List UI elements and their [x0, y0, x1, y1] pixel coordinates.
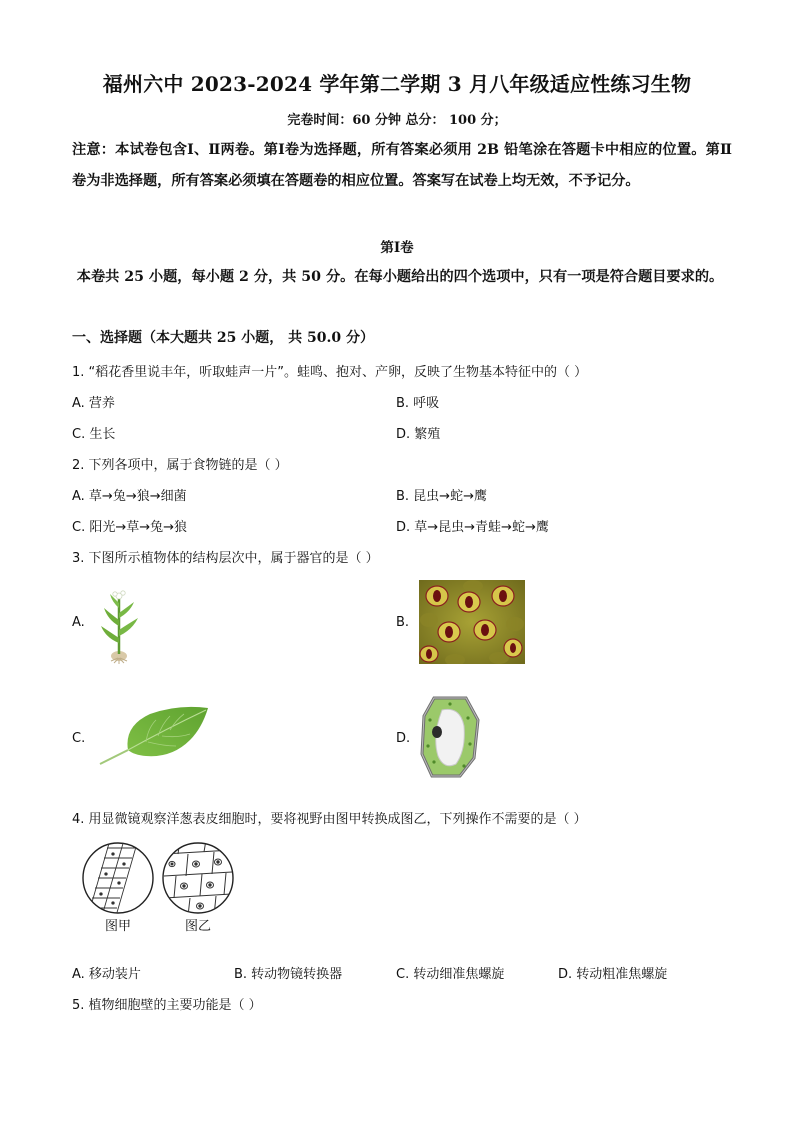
question-2-option-b: B. 昆虫→蛇→鹰: [396, 489, 487, 504]
figure-yi-label: 图乙: [184, 919, 212, 934]
microscope-view-figure: [80, 840, 240, 940]
question-2-stem: 2. 下列各项中，属于食物链的是（ ）: [72, 458, 288, 473]
plant-seedling-icon: [96, 588, 142, 664]
question-3-option-d: D.: [396, 731, 411, 746]
question-1-option-a: A. 营养: [72, 396, 115, 411]
question-4-option-d: D. 转动粗准焦螺旋: [558, 967, 668, 982]
question-2-option-a: A. 草→兔→狼→细菌: [72, 489, 187, 504]
question-3-option-c: C.: [72, 731, 86, 746]
question-1-stem: 1. “稻花香里说丰年，听取蛙声一片”。蛙鸣、抱对、产卵，反映了生物基本特征中的（ ）: [72, 365, 588, 380]
question-1-option-b: B. 呼吸: [396, 396, 440, 411]
question-5-stem: 5. 植物细胞壁的主要功能是（ ）: [72, 998, 262, 1013]
plant-cell-icon: [420, 696, 480, 778]
question-2-option-d: D. 草→昆虫→青蛙→蛇→鹰: [396, 520, 549, 535]
question-1-option-d: D. 繁殖: [396, 427, 441, 442]
question-4-option-a: A. 移动装片: [72, 967, 141, 982]
question-3-stem: 3. 下图所示植物体的结构层次中，属于器官的是（ ）: [72, 551, 379, 566]
question-1-option-c: C. 生长: [72, 427, 116, 442]
question-3-option-b: B.: [396, 615, 410, 630]
part-heading: 一、选择题（本大题共 25 小题， 共 50.0 分）: [72, 330, 374, 346]
exam-notice: 注意：本试卷包含Ⅰ、Ⅱ两卷。第Ⅰ卷为选择题，所有答案必须用 2B 铅笔涂在答题卡中相应的位置。第Ⅱ卷为非选择题，所有答案必须填在答题卷的相应位置。答案写在试卷上均无效，不予记分。: [72, 142, 732, 189]
question-4-option-c: C. 转动细准焦螺旋: [396, 967, 505, 982]
section-intro: 本卷共 25 小题，每小题 2 分，共 50 分。在每小题给出的四个选项中，只有一项是符合题目要求的。: [76, 269, 724, 285]
exam-info: 完卷时间：60 分钟 总分： 100 分；: [287, 113, 507, 128]
question-4-option-b: B. 转动物镜转换器: [234, 967, 343, 982]
figure-jia-label: 图甲: [104, 919, 132, 934]
question-4-stem: 4. 用显微镜观察洋葱表皮细胞时，要将视野由图甲转换成图乙，下列操作不需要的是（ ）: [72, 812, 587, 827]
leaf-icon: [98, 706, 210, 768]
section-title: 第Ⅰ卷: [380, 240, 414, 256]
question-3-option-a: A.: [72, 615, 85, 630]
stomata-tissue-icon: [419, 580, 525, 664]
question-2-option-c: C. 阳光→草→兔→狼: [72, 520, 188, 535]
page-title: 福州六中 2023-2024 学年第二学期 3 月八年级适应性练习生物: [102, 72, 692, 96]
